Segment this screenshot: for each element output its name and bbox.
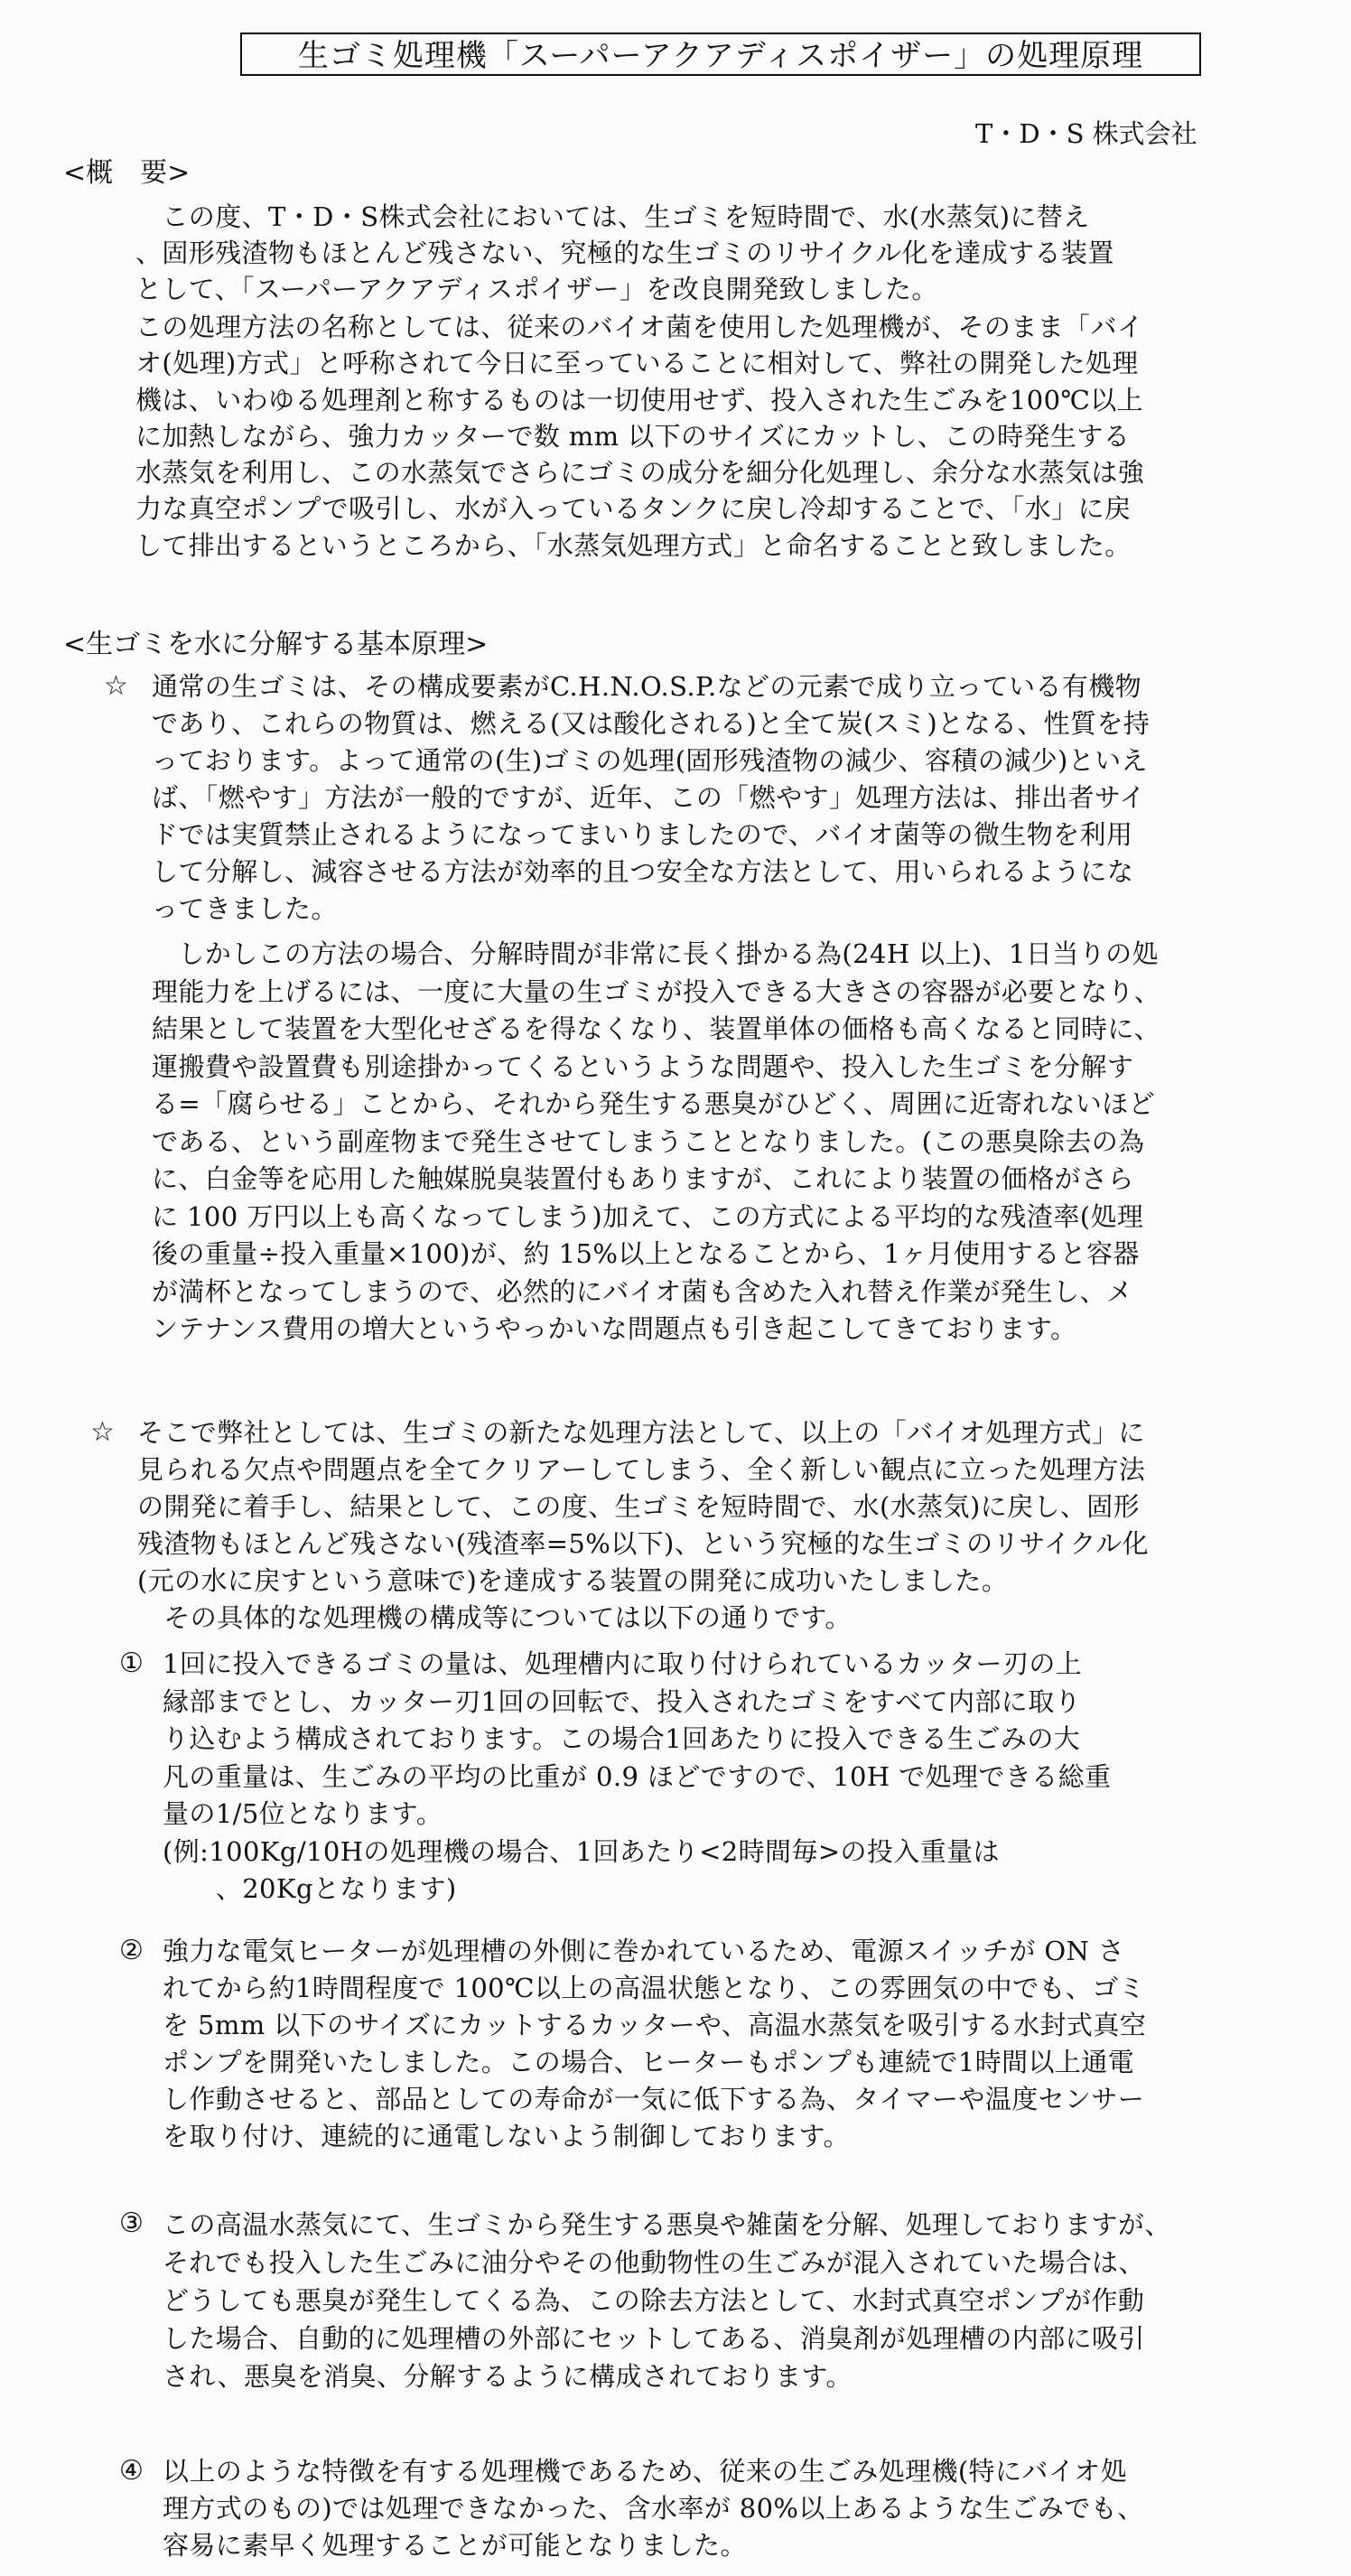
overview-paragraph-2: この処理方法の名称としては、従来のバイオ菌を使用した処理機が、そのまま「バイ オ(処理)方式」と呼称されて今日に至っていることに相対して、弊社の開発した処理 機は、いわゆる処理剤と称するものは一切使用せず、投入された生ごみを100℃以上 に加熱しながら、強力カッターで数 mm 以下のサイズにカットし、この時発生する 水蒸気を利用し、この水蒸気でさらにゴミの成分を細分化処理し、余分な水蒸気は強 力な真空ポンプで吸引し、水が入っているタンクに戻し冷却することで、「水」に戻 して排出するというところから、「水蒸気処理方式」と命名することと致しました。 bbox=[135, 312, 1145, 561]
principle-section-2-paragraph: そこで弊社としては、生ゴミの新たな処理方法として、以上の「バイオ処理方式」に 見られる欠点や問題点を全てクリアーしてしまう、全く新しい観点に立った処理方法 の開発に着手し、結果として、この度、生ゴミを短時間で、水(水蒸気)に戻し、固形 残渣物もほとんど残さない(残渣率=5%以下)、という究極的な生ゴミのリサイクル化 (元の水に戻すという意味で)を達成する装置の開発に成功いたしました。 その具体的な処理機の構成等については以下の通りです。 bbox=[137, 1417, 1149, 1633]
item-1-number: ① bbox=[119, 1647, 144, 1679]
overview-paragraph-1: この度、T・D・S株式会社においては、生ゴミを短時間で、水(水蒸気)に替え 、固形残渣物もほとんど残さない、究極的な生ゴミのリサイクル化を達成する装置 として、「スーパーアクアディスポイザー」を改良開発致しました。 bbox=[135, 201, 1114, 304]
item-3-text: この高温水蒸気にて、生ゴミから発生する悪臭や雑菌を分解、処理しておりますが、 それでも投入した生ごみに油分やその他動物性の生ごみが混入されていた場合は、 どうしても悪臭が発生してくる為、この除去方法として、水封式真空ポンプが作動 した場合、自動的に処理槽の外部にセットしてある、消臭剤が処理槽の内部に吸引 され、悪臭を消臭、分解するように構成されております。 bbox=[163, 2209, 1171, 2392]
document-title: 生ゴミ処理機「スーパーアクアディスポイザー」の処理原理 bbox=[240, 33, 1201, 76]
company-name: T・D・S 株式会社 bbox=[975, 118, 1197, 149]
star-bullet-2: ☆ bbox=[90, 1416, 115, 1448]
item-1-text: 1回に投入できるゴミの量は、処理槽内に取り付けられているカッター刃の上 縁部までとし、カッター刃1回の回転で、投入されたゴミをすべて内部に取り り込むよう構成されております。この場合1回あたりに投入できる生ごみの大 凡の重量は、生ごみの平均の比重が 0.9 ほどですので、10H で処理できる総重 量の1/5位となります。 (例:100Kg/10Hの処理機の場合、1回あたり<2時間毎>の投入重量は 、20Kgとなります) bbox=[163, 1648, 1112, 1904]
item-2-number: ② bbox=[119, 1935, 144, 1966]
principle-section-1-paragraph-2: しかしこの方法の場合、分解時間が非常に長く掛かる為(24H 以上)、1日当りの処 理能力を上げるには、一度に大量の生ゴミが投入できる大きさの容器が必要となり、 結果として装置を大型化せざるを得なくなり、装置単体の価格も高くなると同時に、 運搬費や設置費も別途掛かってくるというような問題や、投入した生ゴミを分解す る=「腐らせる」ことから、それから発生する悪臭がひどく、周囲に近寄れないほど である、という副産物まで発生させてしまうこととなりました。(この悪臭除去の為 に、白金等を応用した触媒脱臭装置付もありますが、これにより装置の価格がさら に 100 万円以上も高くなってしまう)加えて、この方式による平均的な残渣率(処理 後の重量÷投入重量×100)が、約 15%以上となることから、1ヶ月使用すると容器 が満杯となってしまうので、必然的にバイオ菌も含めた入れ替え作業が発生し、メ ンテナンス費用の増大というやっかいな問題点も引き起こしてきております。 bbox=[152, 938, 1161, 1344]
star-bullet-1: ☆ bbox=[104, 670, 128, 702]
item-4-text: 以上のような特徴を有する処理機であるため、従来の生ごみ処理機(特にバイオ処 理方式のもの)では処理できなかった、含水率が 80%以上あるような生ごみでも、 容易に素早く処理することが可能となりました。 bbox=[163, 2456, 1144, 2561]
item-2-text: 強力な電気ヒーターが処理槽の外側に巻かれているため、電源スイッチが ON さ れてから約1時間程度で 100℃以上の高温状態となり、この雰囲気の中でも、ゴミ を 5mm 以下のサイズにカットするカッターや、高温水蒸気を吸引する水封式真空 ポンプを開発いたしました。この場合、ヒーターもポンプも連続で1時間以上通電 し作動させると、部品としての寿命が一気に低下する為、タイマーや温度センサー を取り付け、連続的に通電しないよう制御しております。 bbox=[163, 1936, 1147, 2151]
item-3-number: ③ bbox=[119, 2207, 144, 2239]
principle-section-1-paragraph-1: 通常の生ゴミは、その構成要素がC.H.N.O.S.P.などの元素で成り立っている有機物 であり、これらの物質は、燃える(又は酸化される)と全て炭(スミ)となる、性質を持 っております。よって通常の(生)ゴミの処理(固形残渣物の減少、容積の減少)といえ ば、「燃やす」方法が一般的ですが、近年、この「燃やす」処理方法は、排出者サイ ドでは実質禁止されるようになってまいりましたので、バイオ菌等の微生物を利用 して分解し、減容させる方法が効率的且つ安全な方法として、用いられるようにな ってきました。 bbox=[152, 671, 1151, 924]
item-4-number: ④ bbox=[119, 2455, 144, 2487]
principle-heading: <生ゴミを水に分解する基本原理> bbox=[63, 629, 489, 660]
overview-heading: <概 要> bbox=[63, 157, 191, 189]
